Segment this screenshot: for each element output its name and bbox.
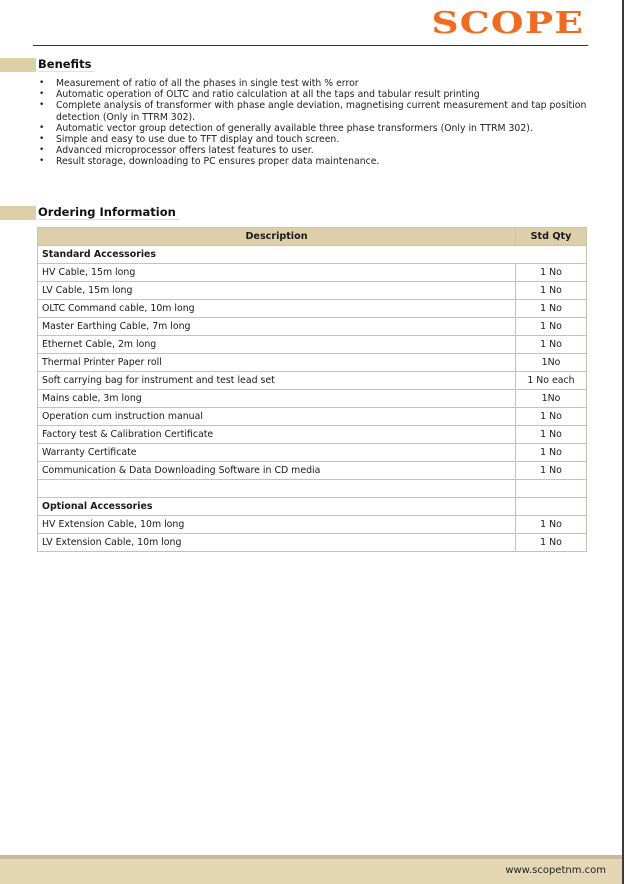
table-row (38, 390, 587, 408)
group-label: Standard Accessories (38, 246, 587, 264)
row-qty: 1 No (516, 462, 587, 480)
row-description: HV Cable, 15m long (38, 264, 516, 282)
row-qty: 1 No (516, 444, 587, 462)
benefit-item: • Complete analysis of transformer with phase angle deviation, magnetising current measurement and tap position detection (Only in TTRM 302). (38, 100, 593, 122)
row-qty: 1 No (516, 318, 587, 336)
footer-band (0, 855, 622, 884)
row-description: Mains cable, 3m long (38, 390, 516, 408)
table-row (38, 318, 587, 336)
row-qty: 1 No (516, 534, 587, 552)
row-description: HV Extension Cable, 10m long (38, 516, 516, 534)
row-qty: 1 No (516, 300, 587, 318)
row-description: LV Cable, 15m long (38, 282, 516, 300)
table-row (38, 264, 587, 282)
row-description: Communication & Data Downloading Software in CD media (38, 462, 516, 480)
row-description: Operation cum instruction manual (38, 408, 516, 426)
benefits-heading: Benefits (38, 57, 95, 72)
table-row (38, 426, 587, 444)
benefit-item: • Advanced microprocessor offers latest features to user. (38, 145, 593, 156)
row-qty: 1 No (516, 264, 587, 282)
group-row-standard (38, 246, 587, 264)
group-row-optional (38, 498, 587, 516)
table-row (38, 408, 587, 426)
table-row (38, 336, 587, 354)
benefit-item: • Result storage, downloading to PC ensures proper data maintenance. (38, 156, 593, 167)
row-description: Soft carrying bag for instrument and test lead set (38, 372, 516, 390)
table-row (38, 354, 587, 372)
empty-row (38, 480, 587, 498)
column-header-qty: Std Qty (516, 228, 587, 246)
scope-logo: SCOPE (431, 6, 584, 41)
row-qty: 1No (516, 354, 587, 372)
row-description: Factory test & Calibration Certificate (38, 426, 516, 444)
ordering-table (37, 227, 587, 552)
benefit-item: • Simple and easy to use due to TFT display and touch screen. (38, 134, 593, 145)
row-qty: 1 No (516, 282, 587, 300)
footer-website-link[interactable]: www.scopetnm.com (505, 865, 606, 876)
table-row (38, 282, 587, 300)
table-row (38, 534, 587, 552)
ordering-heading: Ordering Information (38, 205, 180, 220)
row-qty: 1 No (516, 426, 587, 444)
row-qty: 1 No (516, 408, 587, 426)
row-qty: 1No (516, 390, 587, 408)
row-description: LV Extension Cable, 10m long (38, 534, 516, 552)
benefit-item: • Measurement of ratio of all the phases in single test with % error (38, 78, 593, 89)
row-description: Thermal Printer Paper roll (38, 354, 516, 372)
benefit-item: • Automatic operation of OLTC and ratio calculation at all the taps and tabular result printing (38, 89, 593, 100)
table-row (38, 516, 587, 534)
row-description (38, 480, 516, 498)
ordering-section-bar (0, 206, 36, 220)
benefits-list (38, 78, 593, 168)
table-row (38, 444, 587, 462)
row-description: Master Earthing Cable, 7m long (38, 318, 516, 336)
group-label: Optional Accessories (38, 498, 516, 516)
row-description: Warranty Certificate (38, 444, 516, 462)
row-description: Ethernet Cable, 2m long (38, 336, 516, 354)
header-divider (33, 45, 588, 46)
benefits-section-bar (0, 58, 36, 72)
table-row (38, 372, 587, 390)
row-qty (516, 498, 587, 516)
row-qty: 1 No (516, 516, 587, 534)
row-qty (516, 480, 587, 498)
row-qty: 1 No each (516, 372, 587, 390)
benefit-item: • Automatic vector group detection of generally available three phase transformers (Only in TTRM 302). (38, 123, 593, 134)
table-header-row (38, 228, 587, 246)
column-header-description: Description (38, 228, 516, 246)
row-description: OLTC Command cable, 10m long (38, 300, 516, 318)
table-row (38, 462, 587, 480)
row-qty: 1 No (516, 336, 587, 354)
table-row (38, 300, 587, 318)
